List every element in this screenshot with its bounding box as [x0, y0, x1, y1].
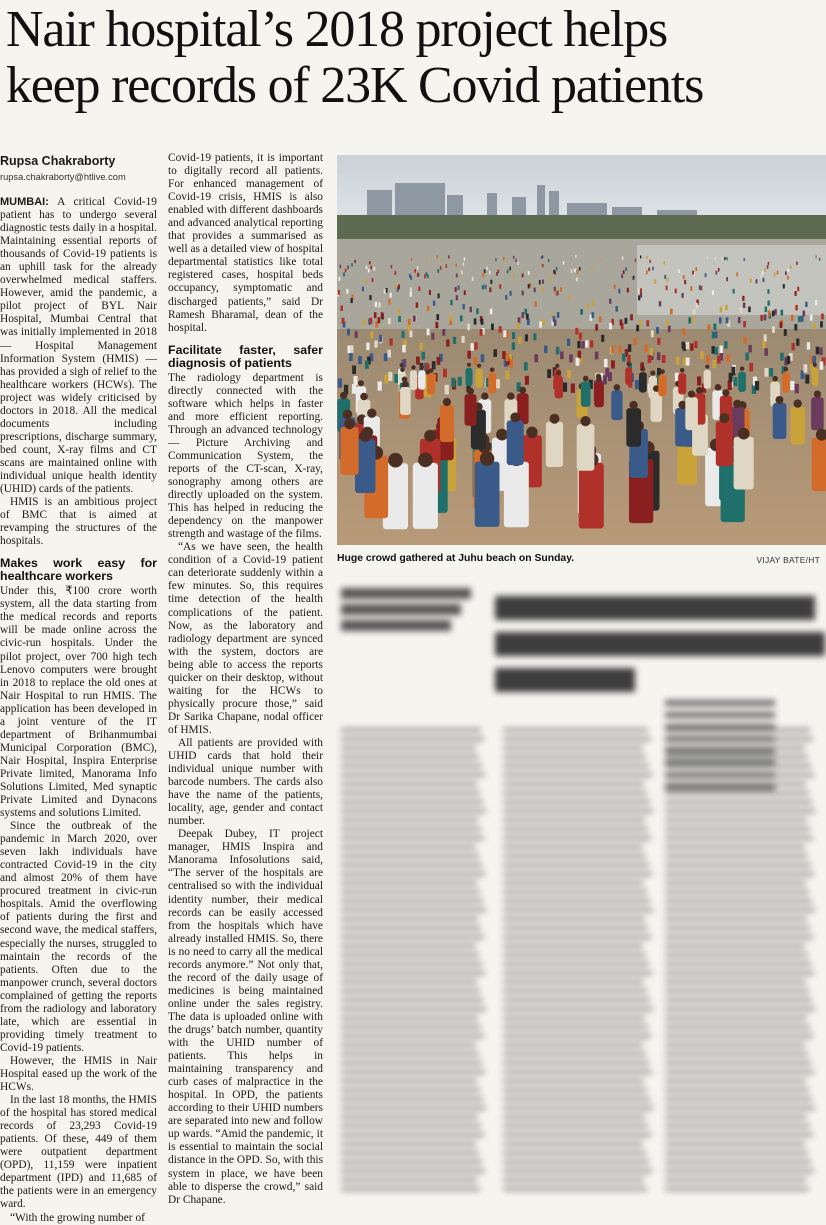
beach-crowd-photo [337, 155, 826, 545]
dateline: MUMBAI: [0, 196, 49, 208]
byline-name: Rupsa Chakraborty [0, 154, 116, 168]
beach-crowd-illustration [337, 155, 826, 545]
article-column-2 [168, 152, 323, 1207]
headline-line-1: Nair hospital’s 2018 project helps [6, 1, 668, 58]
paragraph: Covid-19 patients, it is important to digitally record all patients. For enhanced management of Covid-19 crisis, HMIS is also enabled with different dashboards and advanced analytical reporting that provides a summarised as well as a detailed view of hospital departmental statistics like total registered cases, hospital beds occupancy, symptomatic and discharged patients,” said Dr Ramesh Bharamal, dean of the hospital. [168, 152, 323, 334]
paragraph: Since the outbreak of the pandemic in March 2020, over seven lakh individuals have contracted Covid-19 in the city and almost 20% of them have procured treatment in civic-run hospitals. Amid the overflowing of patients during the first and second wave, the medical staffers, especially the nurses, struggled to maintain the records of the patients. Often due to the manpower crunch, several doctors complained of getting the reports from the radiology and laboratory late, which are essential in providing timely treatment to Covid-19 patients. [0, 820, 157, 1054]
paragraph: HMIS is an ambitious project of BMC that is aimed at revamping the structures of the hospitals. [0, 496, 157, 548]
paragraph: In the last 18 months, the HMIS of the hospital has stored medical records of 23,293 Covid-19 patients. Of these, 449 of them were outpatient department (OPD), 11,159 were inpatient department (IPD) and 11,685 of the patients were in an emergency ward. [0, 1094, 157, 1211]
paragraph: Deepak Dubey, IT project manager, HMIS Inspira and Manorama Infosolutions said, “The server of the hospitals are centralised so with the individual identity number, their medical records can be easily accessed from the hospitals which have already installed HMIS. So, there is no need to carry all the medical records anymore.” Not only that, the record of the daily usage of medicines is being maintained online under the sales registry. The data is uploaded online with the drugs’ batch number, quantity with the UHID number of patients. This helps in maintaining transparency and curb cases of malpractice in the hospital. In OPD, the patients according to their UHID numbers are separated into new and follow up wards. “Amid the pandemic, it is essential to maintain the social distance in the OPD. So, with this system in place, we have been able to disperse the crowd,” said Dr Chapane. [168, 828, 323, 1206]
paragraph: The radiology department is directly connected with the software which helps in faster and more efficient reporting. Through an advanced technology— Picture Archiving and Communication System, the reports of the CT-scan, X-ray, sonography among others are directly uploaded on the system. This has helped in reducing the dependency on the manpower strength and wastage of the films. [168, 371, 323, 541]
subheading: Makes work easy for healthcare workers [0, 556, 157, 584]
paragraph: “As we have seen, the health condition of a Covid-19 patient can deteriorate suddenly within a few minutes. So, this requires time detection of the health complications of the patient. Now, as the laboratory and radiology department are synced with the system, doctors are being able to access the reports quicker on their desktop, without waiting for the HCWs to physically procure those,” said Dr Sarika Chapane, nodal officer of HMIS. [168, 541, 323, 736]
paragraph: However, the HMIS in Nair Hospital eased up the work of the HCWs. [0, 1054, 157, 1094]
lead-paragraph [0, 196, 157, 496]
photo-caption: Huge crowd gathered at Juhu beach on Sunday. [337, 553, 575, 564]
headline-line-2: keep records of 23K Covid patients [6, 57, 704, 114]
paragraph: “With the growing number of [10, 1211, 145, 1224]
blurred-adjacent-article [335, 578, 826, 1200]
photo-credit: VIJAY BATE/HT [756, 555, 820, 565]
article-column-1 [0, 154, 157, 1225]
lead-text: A critical Covid-19 patient has to undergo several diagnostic tests daily in a hospital. Maintaining essential reports of thousands of Covid-19 patients is an uphill task for the already overwhelmed medical staffers. However, amid the pandemic, a pilot project of BYL Nair Hospital, Mumbai Central that was initially implemented in 2018 — Hospital Management Information System (HMIS) — has provided a sigh of relief to the healthcare workers (HCWs). The project was widely criticised by doctors in 2018. All the medical documents including prescriptions, discharge summary, bed count, X-ray films and CT scans are maintained online with individual unique health identity (UHID) cards of the patients. [0, 196, 157, 496]
headline [6, 2, 820, 114]
subheading: Facilitate faster, safer diagnosis of patients [168, 342, 323, 370]
paragraph: Under this, ₹100 crore worth system, all the data starting from the medical records and reports will be made online across the civic-run hospitals. Under the pilot project, over 700 high tech Lenovo computers were brought in 2018 to replace the old ones at Nair Hospital to run HMIS. The application has been developed in a joint venture of the IT department of Brihanmumbai Municipal Corporation (BMC), Nair Hospital, Inspira Enterprise Private limited, Manorama Info Solutions Limited, Med synaptic Private Limited and Dynacons systems and solutions Limited. [0, 585, 157, 820]
paragraph: All patients are provided with UHID cards that hold their individual unique number with barcode numbers. The cards also have the name of the patients, locality, age, gender and contact number. [168, 736, 323, 828]
byline-email: rupsa.chakraborty@htlive.com [0, 172, 126, 182]
